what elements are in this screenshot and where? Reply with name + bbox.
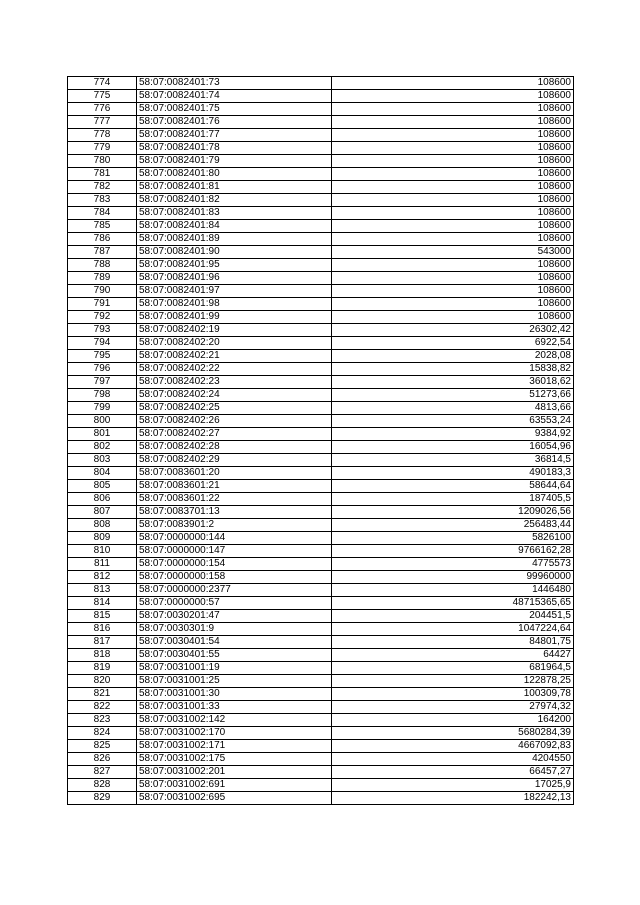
- table-row: [68, 701, 574, 714]
- row-number-cell: 779: [68, 142, 137, 155]
- table-row: [68, 779, 574, 792]
- cadastral-number-cell: 58:07:0030201:47: [137, 610, 332, 623]
- value-cell: 108600: [332, 103, 574, 116]
- value-cell: 490183,3: [332, 467, 574, 480]
- cadastral-number-cell: 58:07:0030401:54: [137, 636, 332, 649]
- table-row: [68, 740, 574, 753]
- value-cell: 182242,13: [332, 792, 574, 805]
- row-number-cell: 777: [68, 116, 137, 129]
- value-cell: 108600: [332, 207, 574, 220]
- table-row: [68, 116, 574, 129]
- cadastral-number-cell: 58:07:0030301:9: [137, 623, 332, 636]
- row-number-cell: 814: [68, 597, 137, 610]
- table-row: [68, 298, 574, 311]
- cadastral-number-cell: 58:07:0082401:78: [137, 142, 332, 155]
- row-number-cell: 780: [68, 155, 137, 168]
- row-number-cell: 794: [68, 337, 137, 350]
- table-row: [68, 220, 574, 233]
- cadastral-number-cell: 58:07:0031002:171: [137, 740, 332, 753]
- table-row: [68, 142, 574, 155]
- cadastral-number-cell: 58:07:0031002:170: [137, 727, 332, 740]
- row-number-cell: 815: [68, 610, 137, 623]
- cadastral-number-cell: 58:07:0082401:74: [137, 90, 332, 103]
- cadastral-number-cell: 58:07:0031002:695: [137, 792, 332, 805]
- cadastral-number-cell: 58:07:0082401:81: [137, 181, 332, 194]
- row-number-cell: 805: [68, 480, 137, 493]
- table-row: [68, 623, 574, 636]
- value-cell: 64427: [332, 649, 574, 662]
- value-cell: 36018,62: [332, 376, 574, 389]
- table-row: [68, 168, 574, 181]
- cadastral-number-cell: 58:07:0031002:175: [137, 753, 332, 766]
- table-row: [68, 233, 574, 246]
- table-row: [68, 441, 574, 454]
- cadastral-number-cell: 58:07:0031002:691: [137, 779, 332, 792]
- value-cell: 99960000: [332, 571, 574, 584]
- row-number-cell: 800: [68, 415, 137, 428]
- table-row: [68, 558, 574, 571]
- table-row: [68, 571, 574, 584]
- row-number-cell: 790: [68, 285, 137, 298]
- cadastral-number-cell: 58:07:0082402:19: [137, 324, 332, 337]
- table-row: [68, 597, 574, 610]
- table-row: [68, 90, 574, 103]
- cadastral-number-cell: 58:07:0083701:13: [137, 506, 332, 519]
- table-row: [68, 714, 574, 727]
- cadastral-number-cell: 58:07:0000000:154: [137, 558, 332, 571]
- row-number-cell: 819: [68, 662, 137, 675]
- row-number-cell: 806: [68, 493, 137, 506]
- table-row: [68, 532, 574, 545]
- cadastral-number-cell: 58:07:0000000:144: [137, 532, 332, 545]
- row-number-cell: 787: [68, 246, 137, 259]
- cadastral-number-cell: 58:07:0082401:77: [137, 129, 332, 142]
- value-cell: 9384,92: [332, 428, 574, 441]
- table-row: [68, 129, 574, 142]
- table-row: [68, 454, 574, 467]
- value-cell: 108600: [332, 311, 574, 324]
- value-cell: 1209026,56: [332, 506, 574, 519]
- cadastral-number-cell: 58:07:0082401:90: [137, 246, 332, 259]
- cadastral-number-cell: 58:07:0082401:97: [137, 285, 332, 298]
- row-number-cell: 796: [68, 363, 137, 376]
- cadastral-number-cell: 58:07:0083601:22: [137, 493, 332, 506]
- table-row: [68, 636, 574, 649]
- row-number-cell: 818: [68, 649, 137, 662]
- table-row: [68, 194, 574, 207]
- value-cell: 108600: [332, 77, 574, 90]
- table-row: [68, 415, 574, 428]
- row-number-cell: 812: [68, 571, 137, 584]
- table-row: [68, 493, 574, 506]
- table-row: [68, 545, 574, 558]
- table-row: [68, 155, 574, 168]
- table-row: [68, 402, 574, 415]
- row-number-cell: 817: [68, 636, 137, 649]
- table-row: [68, 688, 574, 701]
- table-row: [68, 207, 574, 220]
- table-row: [68, 675, 574, 688]
- cadastral-number-cell: 58:07:0082401:82: [137, 194, 332, 207]
- cadastral-number-cell: 58:07:0031001:19: [137, 662, 332, 675]
- table-row: [68, 480, 574, 493]
- cadastral-number-cell: 58:07:0083601:20: [137, 467, 332, 480]
- value-cell: 4667092,83: [332, 740, 574, 753]
- cadastral-number-cell: 58:07:0082401:96: [137, 272, 332, 285]
- value-cell: 108600: [332, 129, 574, 142]
- table-row: [68, 506, 574, 519]
- value-cell: 108600: [332, 168, 574, 181]
- row-number-cell: 809: [68, 532, 137, 545]
- cadastral-number-cell: 58:07:0082402:23: [137, 376, 332, 389]
- value-cell: 681964,5: [332, 662, 574, 675]
- value-cell: 543000: [332, 246, 574, 259]
- cadastral-number-cell: 58:07:0082401:83: [137, 207, 332, 220]
- table-row: [68, 246, 574, 259]
- table-row: [68, 337, 574, 350]
- table-row: [68, 376, 574, 389]
- value-cell: 26302,42: [332, 324, 574, 337]
- table-row: [68, 649, 574, 662]
- row-number-cell: 798: [68, 389, 137, 402]
- table-row: [68, 519, 574, 532]
- row-number-cell: 829: [68, 792, 137, 805]
- cadastral-number-cell: 58:07:0082401:99: [137, 311, 332, 324]
- table-row: [68, 792, 574, 805]
- row-number-cell: 822: [68, 701, 137, 714]
- row-number-cell: 784: [68, 207, 137, 220]
- row-number-cell: 828: [68, 779, 137, 792]
- value-cell: 9766162,28: [332, 545, 574, 558]
- table-row: [68, 662, 574, 675]
- table-row: [68, 727, 574, 740]
- table-row: [68, 363, 574, 376]
- row-number-cell: 802: [68, 441, 137, 454]
- cadastral-number-cell: 58:07:0031001:33: [137, 701, 332, 714]
- value-cell: 108600: [332, 259, 574, 272]
- value-cell: 108600: [332, 285, 574, 298]
- row-number-cell: 786: [68, 233, 137, 246]
- value-cell: 187405,5: [332, 493, 574, 506]
- value-cell: 6922,54: [332, 337, 574, 350]
- value-cell: 15838,82: [332, 363, 574, 376]
- value-cell: 4775573: [332, 558, 574, 571]
- value-cell: 108600: [332, 272, 574, 285]
- row-number-cell: 783: [68, 194, 137, 207]
- row-number-cell: 821: [68, 688, 137, 701]
- table-row: [68, 610, 574, 623]
- value-cell: 5826100: [332, 532, 574, 545]
- table-row: [68, 259, 574, 272]
- row-number-cell: 776: [68, 103, 137, 116]
- row-number-cell: 825: [68, 740, 137, 753]
- row-number-cell: 792: [68, 311, 137, 324]
- value-cell: 1047224,64: [332, 623, 574, 636]
- value-cell: 108600: [332, 181, 574, 194]
- cadastral-number-cell: 58:07:0082402:28: [137, 441, 332, 454]
- row-number-cell: 774: [68, 77, 137, 90]
- value-cell: 204451,5: [332, 610, 574, 623]
- row-number-cell: 793: [68, 324, 137, 337]
- table-row: [68, 285, 574, 298]
- cadastral-number-cell: 58:07:0031002:142: [137, 714, 332, 727]
- value-cell: 17025,9: [332, 779, 574, 792]
- row-number-cell: 791: [68, 298, 137, 311]
- value-cell: 4204550: [332, 753, 574, 766]
- row-number-cell: 781: [68, 168, 137, 181]
- row-number-cell: 795: [68, 350, 137, 363]
- cadastral-number-cell: 58:07:0082401:80: [137, 168, 332, 181]
- value-cell: 66457,27: [332, 766, 574, 779]
- cadastral-number-cell: 58:07:0031001:30: [137, 688, 332, 701]
- table-row: [68, 753, 574, 766]
- row-number-cell: 804: [68, 467, 137, 480]
- table-row: [68, 584, 574, 597]
- row-number-cell: 803: [68, 454, 137, 467]
- table-row: [68, 103, 574, 116]
- row-number-cell: 799: [68, 402, 137, 415]
- row-number-cell: 826: [68, 753, 137, 766]
- cadastral-number-cell: 58:07:0031001:25: [137, 675, 332, 688]
- value-cell: 108600: [332, 220, 574, 233]
- cadastral-number-cell: 58:07:0082401:73: [137, 77, 332, 90]
- cadastral-number-cell: 58:07:0082402:26: [137, 415, 332, 428]
- row-number-cell: 816: [68, 623, 137, 636]
- cadastral-number-cell: 58:07:0082402:29: [137, 454, 332, 467]
- cadastral-number-cell: 58:07:0082401:89: [137, 233, 332, 246]
- cadastral-number-cell: 58:07:0082402:21: [137, 350, 332, 363]
- row-number-cell: 775: [68, 90, 137, 103]
- value-cell: 256483,44: [332, 519, 574, 532]
- row-number-cell: 807: [68, 506, 137, 519]
- cadastral-number-cell: 58:07:0082401:75: [137, 103, 332, 116]
- cadastral-number-cell: 58:07:0031002:201: [137, 766, 332, 779]
- value-cell: 108600: [332, 194, 574, 207]
- row-number-cell: 820: [68, 675, 137, 688]
- row-number-cell: 823: [68, 714, 137, 727]
- value-cell: 84801,75: [332, 636, 574, 649]
- value-cell: 108600: [332, 155, 574, 168]
- table-body: [68, 77, 574, 805]
- table-row: [68, 350, 574, 363]
- value-cell: 63553,24: [332, 415, 574, 428]
- cadastral-number-cell: 58:07:0082402:24: [137, 389, 332, 402]
- row-number-cell: 810: [68, 545, 137, 558]
- row-number-cell: 824: [68, 727, 137, 740]
- cadastral-number-cell: 58:07:0082401:84: [137, 220, 332, 233]
- row-number-cell: 782: [68, 181, 137, 194]
- row-number-cell: 788: [68, 259, 137, 272]
- cadastral-number-cell: 58:07:0000000:158: [137, 571, 332, 584]
- cadastral-number-cell: 58:07:0082402:22: [137, 363, 332, 376]
- table-row: [68, 324, 574, 337]
- value-cell: 122878,25: [332, 675, 574, 688]
- value-cell: 16054,96: [332, 441, 574, 454]
- value-cell: 100309,78: [332, 688, 574, 701]
- table-row: [68, 428, 574, 441]
- value-cell: 108600: [332, 142, 574, 155]
- value-cell: 58644,64: [332, 480, 574, 493]
- cadastral-number-cell: 58:07:0082401:79: [137, 155, 332, 168]
- table-row: [68, 311, 574, 324]
- table-row: [68, 389, 574, 402]
- value-cell: 36814,5: [332, 454, 574, 467]
- value-cell: 108600: [332, 116, 574, 129]
- table-row: [68, 467, 574, 480]
- cadastral-number-cell: 58:07:0083901:2: [137, 519, 332, 532]
- cadastral-number-cell: 58:07:0030401:55: [137, 649, 332, 662]
- value-cell: 48715365,65: [332, 597, 574, 610]
- cadastral-number-cell: 58:07:0082401:95: [137, 259, 332, 272]
- cadastral-number-cell: 58:07:0082402:25: [137, 402, 332, 415]
- row-number-cell: 808: [68, 519, 137, 532]
- cadastral-number-cell: 58:07:0083601:21: [137, 480, 332, 493]
- cadastral-number-cell: 58:07:0082401:76: [137, 116, 332, 129]
- value-cell: 51273,66: [332, 389, 574, 402]
- cadastral-number-cell: 58:07:0000000:2377: [137, 584, 332, 597]
- value-cell: 108600: [332, 298, 574, 311]
- value-cell: 2028,08: [332, 350, 574, 363]
- cadastral-number-cell: 58:07:0082402:20: [137, 337, 332, 350]
- row-number-cell: 827: [68, 766, 137, 779]
- row-number-cell: 797: [68, 376, 137, 389]
- table-row: [68, 272, 574, 285]
- value-cell: 108600: [332, 233, 574, 246]
- value-cell: 4813,66: [332, 402, 574, 415]
- row-number-cell: 801: [68, 428, 137, 441]
- row-number-cell: 813: [68, 584, 137, 597]
- row-number-cell: 811: [68, 558, 137, 571]
- cadastral-number-cell: 58:07:0000000:57: [137, 597, 332, 610]
- cadastral-number-cell: 58:07:0082401:98: [137, 298, 332, 311]
- row-number-cell: 785: [68, 220, 137, 233]
- row-number-cell: 778: [68, 129, 137, 142]
- value-cell: 1446480: [332, 584, 574, 597]
- table-row: [68, 77, 574, 90]
- value-cell: 164200: [332, 714, 574, 727]
- value-cell: 108600: [332, 90, 574, 103]
- table-row: [68, 181, 574, 194]
- cadastral-number-cell: 58:07:0082402:27: [137, 428, 332, 441]
- value-cell: 5680284,39: [332, 727, 574, 740]
- cadastral-number-cell: 58:07:0000000:147: [137, 545, 332, 558]
- cadastral-value-table: [67, 76, 574, 805]
- table-row: [68, 766, 574, 779]
- row-number-cell: 789: [68, 272, 137, 285]
- value-cell: 27974,32: [332, 701, 574, 714]
